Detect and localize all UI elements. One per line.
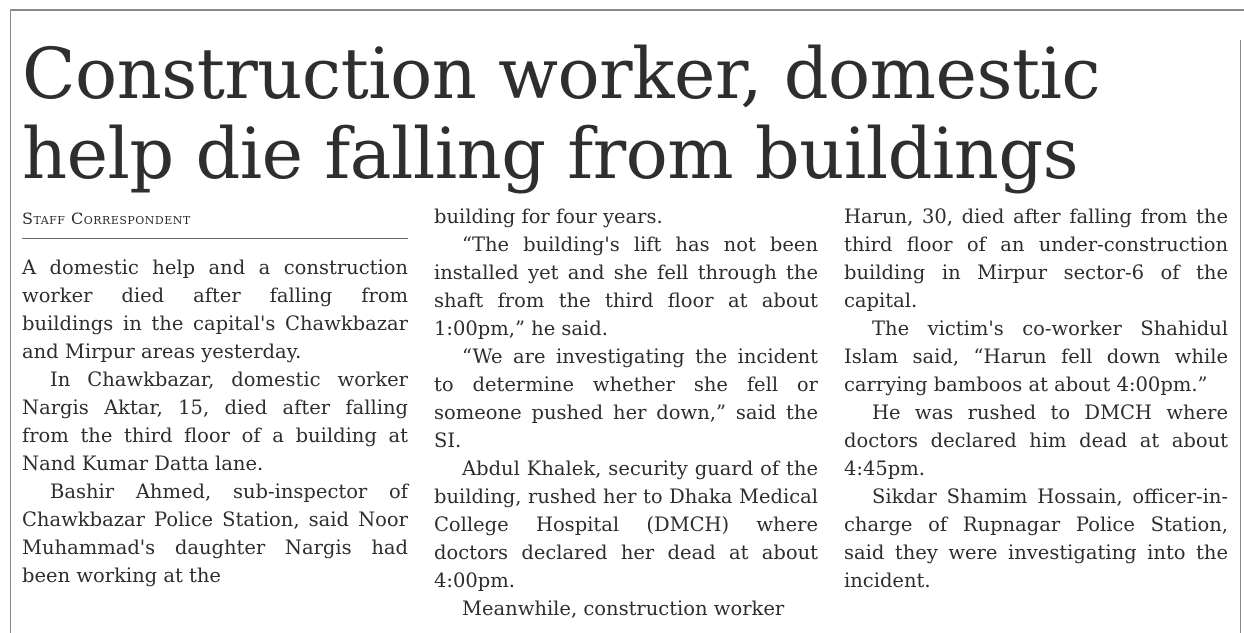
paragraph: In Chawkbazar, domestic worker Nargis Aktar, 15, died after falling from the third floor of a building at Nand Kumar Datta lane.: [22, 368, 408, 475]
left-border-rule: [10, 9, 11, 633]
paragraph: “The building's lift has not been installed yet and she fell through the shaft from the third floor at about 1:00pm,” he said.: [434, 233, 818, 340]
paragraph: Meanwhile, construction worker: [462, 597, 785, 620]
paragraph-continued: Harun, 30, died after falling from the third floor of an under-construction building in Mirpur sector-6 of the capital.: [844, 205, 1228, 312]
paragraph: Abdul Khalek, security guard of the building, rushed her to Dhaka Medical College Hospital (DMCH) where doctors declared her dead at about 4:00pm.: [434, 457, 818, 592]
right-border-rule: [1240, 40, 1241, 633]
headline: [22, 34, 1222, 194]
article-column-2: [434, 203, 818, 623]
paragraph: “We are investigating the incident to determine whether she fell or someone pushed her down,” said the SI.: [434, 345, 818, 452]
paragraph: The victim's co-worker Shahidul Islam said, “Harun fell down while carrying bamboos at about 4:00pm.”: [844, 317, 1228, 396]
paragraph: He was rushed to DMCH where doctors declared him dead at about 4:45pm.: [844, 401, 1228, 480]
paragraph: Bashir Ahmed, sub-inspector of Chawkbazar Police Station, said Noor Muhammad's daughter Nargis had been working at the: [22, 480, 408, 587]
byline: Staff Correspondent: [22, 209, 191, 228]
paragraph-continued: building for four years.: [434, 205, 663, 228]
article-column-3: [844, 203, 1228, 595]
top-border-rule: [10, 9, 1244, 11]
byline-rule: [22, 238, 408, 239]
headline-line-2: help die falling from buildings: [22, 113, 1079, 195]
paragraph: A domestic help and a construction worker died after falling from buildings in the capital's Chawkbazar and Mirpur areas yesterday.: [22, 256, 408, 363]
paragraph: Sikdar Shamim Hossain, officer-in-charge of Rupnagar Police Station, said they were investigating into the incident.: [844, 485, 1228, 592]
headline-line-1: Construction worker, domestic: [22, 33, 1101, 115]
article-column-1: [22, 254, 408, 590]
